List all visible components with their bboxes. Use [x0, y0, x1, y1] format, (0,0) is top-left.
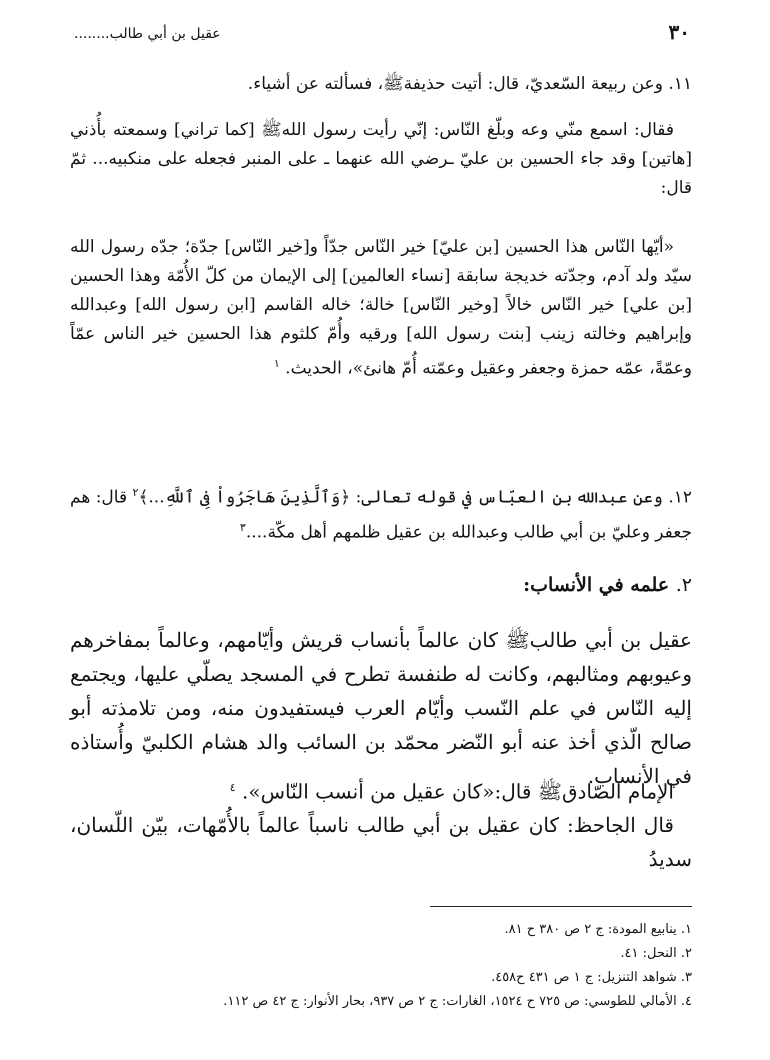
running-head-dots: ........ — [74, 26, 110, 42]
imam-text: الإمام الصّادقﷺ قال:«كان عقيل من أنسب النّاس». — [242, 779, 674, 804]
section-title: علمه في الأنساب: — [523, 574, 670, 596]
page-header — [70, 20, 690, 48]
item-11-hadith — [70, 233, 692, 384]
item-12 — [70, 478, 692, 547]
page-number: ٣٠ — [668, 20, 690, 44]
item-11-speech: فقال: اسمع منّي وعه وبلّغ النّاس: إنّي رأيت رسول اللهﷺ [كما تراني] وسمعته بأُذني [هاتين] وقد جاء الحسين بن عليّ ـرضي الله عنهما ـ على المنبر فجعله على منكبيه... ثمّ قال: — [70, 120, 692, 198]
section-heading — [523, 574, 692, 596]
nasab-paragraph: عقيل بن أبي طالبﷺ كان عالماً بأنساب قريش وأيّامهم، وعالماً بمفاخرهم وعيوبهم ومثالبهم، وكانت له طنفسة تطرح في المسجد يصلّي عليها، ويجتمع إليه النّاس في علم النّسب وأيّام العرب فيستفيدون منه، ومن تلامذته أبو صالح الّذي أخذ عنه أبو النّضر محمّد بن السائب والد هشام الكلبيّ وأُستاذه في الأنساب. — [70, 628, 693, 788]
footnote-ref-4: ٤ — [229, 781, 236, 794]
imam-paragraph — [70, 771, 692, 809]
item-11-text: وعن ربيعة السّعديّ، قال: أتيت حذيفةﷺ، فسألته عن أشياء. — [247, 74, 663, 94]
footnote-2: ٢. النحل: ٤١. — [620, 946, 692, 961]
running-head — [70, 26, 221, 42]
item-12-text-a: وعن عبدالله بن العبّاس في قوله تعالى: ﴿وَٱلَّذِينَ هَاجَرُواْ فِى ٱللَّهِ...﴾ — [138, 487, 663, 508]
item-12-number: ١٢. — [668, 487, 692, 508]
running-head-title: عقيل بن أبي طالب — [109, 26, 221, 42]
jahiz-paragraph: قال الجاحظ: كان عقيل بن أبي طالب ناسباً عالماً بالأُمّهات، بيّن اللّسان، سديدُ — [70, 813, 692, 871]
item-11-number: ١١. — [668, 74, 692, 94]
footnote-divider — [430, 906, 692, 907]
footnotes-list — [72, 918, 692, 1014]
item-11 — [70, 70, 692, 99]
section-number: ٢. — [675, 574, 692, 596]
item-12-text-b: قال: هم جعفر وعليّ بن أبي طالب وعبدالله بن عقيل ظلمهم أهل مكّة.... — [70, 487, 692, 543]
footnote-ref-3: ٣ — [239, 520, 246, 534]
footnote-4: ٤. الأمالي للطوسي: ص ٧٢٥ ح ١٥٢٤، الغارات: ج ٢ ص ٩٣٧، بحار الأنوار: ج ٤٢ ص ١١٢. — [223, 994, 692, 1009]
item-11-hadith-text: «أيّها النّاس هذا الحسين [بن عليّ] خير النّاس جدّاً و[خير النّاس] جدّة؛ جدّه رسول الله سيّد ولد آدم، وجدّته خديجة سابقة [نساء العالمين] إلى الإيمان من كلّ الأُمّة وهذا الحسين [بن علي] خير النّاس خالاً [وخير النّاس] خالة؛ خاله القاسم [ابن رسول الله] وعبدالله وإبراهيم وخالته زينب [بنت رسول الله] ورقيه وأُمّ كلثوم هذا الحسين خير الناس عمّاً وعمّةً، عمّه حمزة وجعفر وعقيل وعمّته أُمّ هانئ»، الحديث. — [70, 237, 692, 379]
footnote-ref-1: ١ — [273, 357, 280, 370]
footnote-3: ٣. شواهد التنزيل: ج ١ ص ٤٣١ ح٤٥٨. — [491, 970, 692, 985]
footnote-ref-2: ٢ — [132, 486, 139, 499]
footnote-1: ١. ينابيع المودة: ج ٢ ص ٣٨٠ ح ٨١. — [504, 922, 692, 937]
